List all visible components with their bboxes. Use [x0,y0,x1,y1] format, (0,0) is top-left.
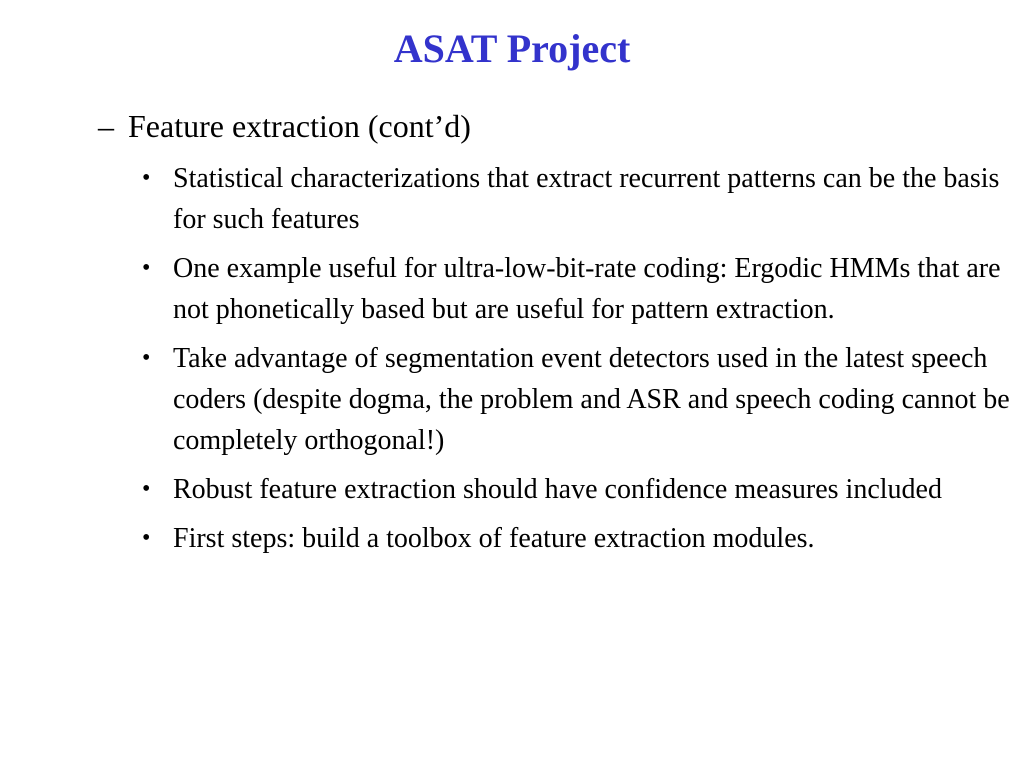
subheading-text: Feature extraction (cont’d) [128,108,471,144]
bullet-marker: • [142,165,151,191]
bullet-marker: • [142,476,151,502]
dash-marker: – [98,108,114,144]
bullet-marker: • [142,255,151,281]
bullet-text: Robust feature extraction should have confidence measures included [173,474,942,505]
subheading [98,104,471,148]
bullet-text: One example useful for ultra-low-bit-rate coding: Ergodic HMMs that are not phonetically based but are useful for pattern extraction. [173,253,1001,325]
bullet-marker: • [142,525,151,551]
bullet-item [142,158,1012,240]
bullet-marker: • [142,345,151,371]
bullet-item [142,518,1012,559]
bullet-item [142,248,1012,330]
bullet-text: Take advantage of segmentation event detectors used in the latest speech coders (despite dogma, the problem and ASR and speech coding cannot be completely orthogonal!) [173,343,1010,456]
bullet-text: First steps: build a toolbox of feature extraction modules. [173,523,815,554]
bullet-item [142,469,1012,510]
slide-title: ASAT Project [393,26,631,71]
bullet-list [142,158,1012,567]
bullet-item [142,338,1012,461]
bullet-text: Statistical characterizations that extract recurrent patterns can be the basis for such features [173,163,1000,235]
